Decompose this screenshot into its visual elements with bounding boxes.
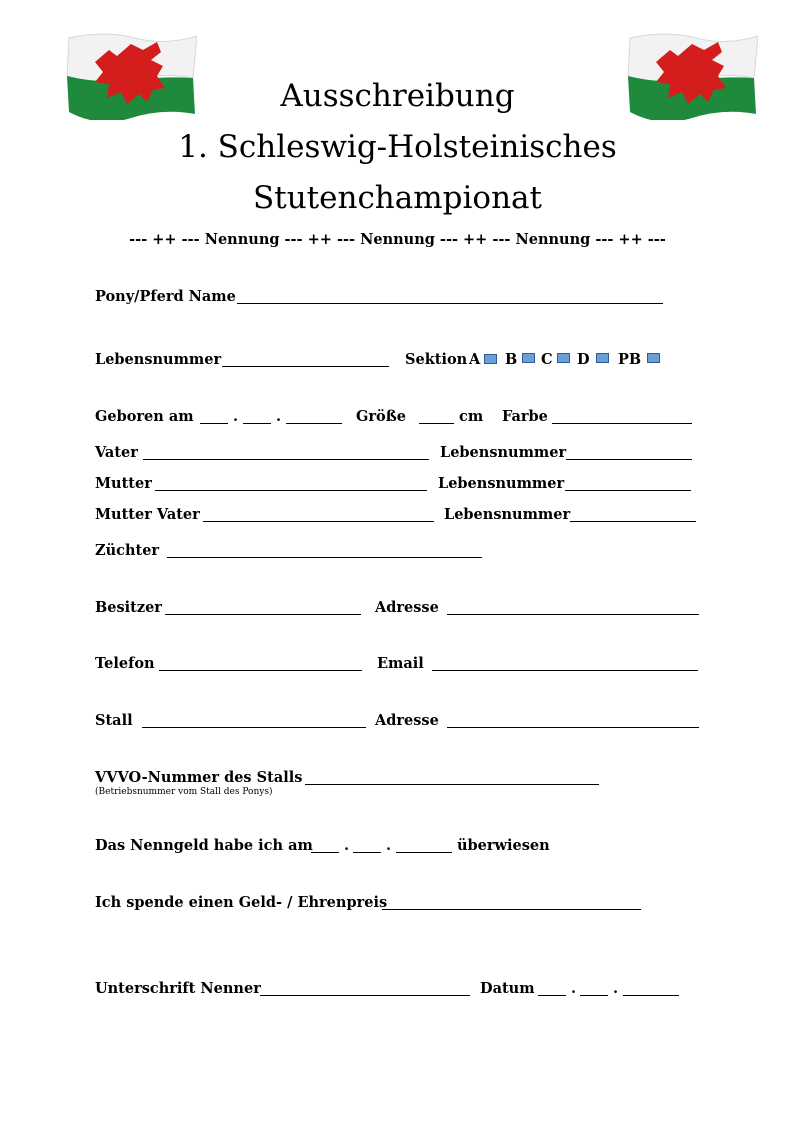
- dot-5: .: [571, 980, 577, 997]
- field-unterschrift[interactable]: [260, 995, 470, 996]
- label-ueberwiesen: überwiesen: [457, 837, 550, 854]
- title-event: 1. Schleswig-Holsteinisches: [178, 129, 617, 165]
- field-geboren-month[interactable]: [243, 423, 271, 424]
- option-pb-label: PB: [618, 351, 642, 368]
- field-zuechter[interactable]: [167, 557, 482, 558]
- label-mutter-vater-lebensnummer: Lebensnummer: [444, 506, 571, 523]
- field-mutter[interactable]: [155, 490, 427, 491]
- dot-6: .: [613, 980, 619, 997]
- label-vvvo: VVVO-Nummer des Stalls: [95, 769, 303, 786]
- field-nenngeld-month[interactable]: [353, 852, 381, 853]
- label-vater: Vater: [95, 444, 138, 461]
- field-mutter-vater-lebensnummer[interactable]: [570, 521, 696, 522]
- field-stall-adresse[interactable]: [447, 727, 699, 728]
- field-mutter-lebensnummer[interactable]: [565, 490, 691, 491]
- field-besitzer[interactable]: [165, 614, 361, 615]
- label-farbe: Farbe: [502, 408, 548, 425]
- field-nenngeld-day[interactable]: [311, 852, 339, 853]
- field-telefon[interactable]: [159, 670, 362, 671]
- label-mutter-vater: Mutter Vater: [95, 506, 200, 523]
- field-vater-lebensnummer[interactable]: [566, 459, 692, 460]
- label-spende: Ich spende einen Geld- / Ehrenpreis: [95, 894, 388, 911]
- label-zuechter: Züchter: [95, 542, 160, 559]
- field-geboren-day[interactable]: [200, 423, 228, 424]
- option-b-label: B: [505, 351, 518, 368]
- field-geboren-year[interactable]: [286, 423, 342, 424]
- label-mutter: Mutter: [95, 475, 152, 492]
- label-email: Email: [377, 655, 424, 672]
- label-vater-lebensnummer: Lebensnummer: [440, 444, 567, 461]
- label-stall: Stall: [95, 712, 133, 729]
- dot-2: .: [276, 408, 282, 425]
- field-lebensnummer[interactable]: [222, 366, 389, 367]
- hint-vvvo: (Betriebsnummer vom Stall des Ponys): [95, 787, 273, 797]
- field-email[interactable]: [432, 670, 698, 671]
- field-datum-month[interactable]: [580, 995, 608, 996]
- option-d-label: D: [577, 351, 590, 368]
- checkbox-sektion-pb[interactable]: [647, 353, 660, 363]
- field-datum-year[interactable]: [623, 995, 679, 996]
- field-stall[interactable]: [142, 727, 366, 728]
- label-stall-adresse: Adresse: [375, 712, 439, 729]
- field-groesse[interactable]: [419, 423, 454, 424]
- label-nenngeld: Das Nenngeld habe ich am: [95, 837, 313, 854]
- checkbox-sektion-d[interactable]: [596, 353, 609, 363]
- title-championat: Stutenchampionat: [253, 180, 542, 216]
- field-vater[interactable]: [143, 459, 429, 460]
- checkbox-sektion-c[interactable]: [557, 353, 570, 363]
- label-besitzer: Besitzer: [95, 599, 162, 616]
- label-cm: cm: [459, 408, 484, 425]
- checkbox-sektion-a[interactable]: [484, 354, 497, 364]
- field-pony-name[interactable]: [237, 303, 663, 304]
- title-ausschreibung: Ausschreibung: [280, 78, 515, 114]
- dot-3: .: [344, 837, 350, 854]
- option-a-label: A: [469, 351, 481, 368]
- dot-4: .: [386, 837, 392, 854]
- label-sektion: Sektion: [405, 351, 468, 368]
- label-geboren: Geboren am: [95, 408, 194, 425]
- field-mutter-vater[interactable]: [203, 521, 434, 522]
- label-besitzer-adresse: Adresse: [375, 599, 439, 616]
- label-datum: Datum: [480, 980, 535, 997]
- field-datum-day[interactable]: [538, 995, 566, 996]
- label-telefon: Telefon: [95, 655, 155, 672]
- dot-1: .: [233, 408, 239, 425]
- label-groesse: Größe: [356, 408, 406, 425]
- field-farbe[interactable]: [552, 423, 692, 424]
- checkbox-sektion-b[interactable]: [522, 353, 535, 363]
- field-besitzer-adresse[interactable]: [447, 614, 699, 615]
- label-mutter-lebensnummer: Lebensnummer: [438, 475, 565, 492]
- label-lebensnummer: Lebensnummer: [95, 351, 222, 368]
- subtitle-nennung: --- ++ --- Nennung --- ++ --- Nennung --- ++ --- Nennung --- ++ ---: [129, 231, 666, 248]
- label-unterschrift: Unterschrift Nenner: [95, 980, 261, 997]
- field-nenngeld-year[interactable]: [396, 852, 452, 853]
- field-spende[interactable]: [382, 909, 641, 910]
- option-c-label: C: [541, 351, 553, 368]
- label-pony-name: Pony/Pferd Name: [95, 288, 236, 305]
- field-vvvo[interactable]: [305, 784, 599, 785]
